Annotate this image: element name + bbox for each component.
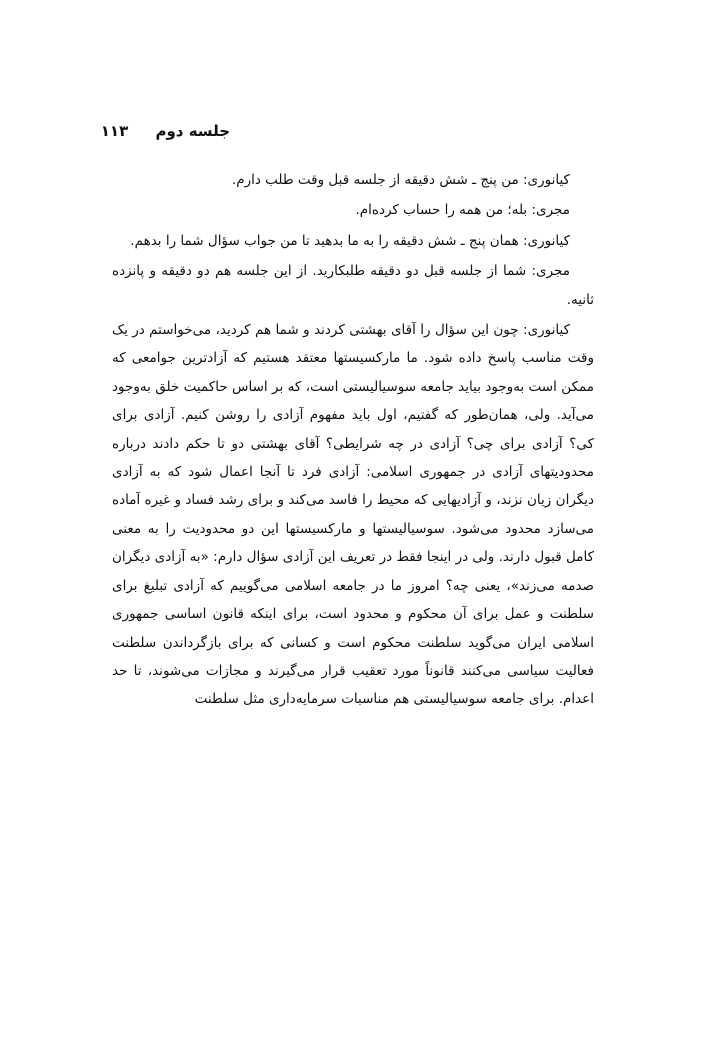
paragraph-kianouri-3: کیانوری: چون این سؤال را آقای بهشتی کردند و شما هم کردید، می‌خواستم در یک وقت مناسب پاسخ داده شود. ما مارکسیستها معتقد هستیم که آزادترین جوامعی که ممکن است به‌وجود بیاید جامعه سوسیالیستی است، که بر اساس حاکمیت خلق به‌وجود می‌آید. ولی، همان‌طور که گفتیم، اول باید مفهوم آزادی را روشن کنیم. آزادی برای کی؟ آزادی برای چی؟ آزادی در چه شرایطی؟ آقای بهشتی دو تا حکم دادند درباره محدودیتهای آزادی در جمهوری اسلامی: آزادی فرد تا آنجا اعمال شود که به آزادی دیگران زیان نزند، و آزادیهایی که محیط را فاسد می‌کند و برای رشد فساد و غیره آماده می‌سازد محدود می‌شود. سوسیالیستها و مارکسیستها این دو محدودیت را به معنی کامل قبول دارند. ولی در اینجا فقط در تعریف این آزادی سؤال دارم: «به آزادی دیگران صدمه می‌زند»، یعنی چه؟ امروز ما در جامعه اسلامی می‌گوییم که آزادی تبلیغ برای سلطنت و عمل برای آن محکوم و محدود است، برای اینکه قانون اساسی جمهوری اسلامی ایران می‌گوید سلطنت محکوم است و کسانی که برای بازگرداندن سلطنت فعالیت سیاسی می‌کنند قانوناً مورد تعقیب قرار می‌گیرند و مجازات می‌شوند، تا حد اعدام. برای جامعه سوسیالیستی هم مناسبات سرمایه‌داری مثل سلطنت: [112, 322, 594, 708]
paragraph-host-1: مجری: بله؛ من همه را حساب کرده‌ام.: [355, 202, 570, 219]
paragraph-kianouri-2: کیانوری: همان پنج ـ شش دقیقه را به ما بدهید تا من جواب سؤال شما را بدهم.: [130, 232, 570, 249]
paragraph-host-2: مجری: شما از جلسه قبل دو دقیقه طلبکارید. از این جلسه هم دو دقیقه و پانزده ثانیه.: [112, 263, 594, 308]
paragraph-kianouri-1: کیانوری: من پنج ـ شش دقیقه از جلسه قبل وقت طلب دارم.: [231, 172, 570, 188]
page-number: ۱۱۳: [100, 122, 129, 140]
body-text: [112, 166, 594, 714]
running-header: [101, 122, 230, 140]
section-title: جلسه دوم: [155, 122, 230, 140]
